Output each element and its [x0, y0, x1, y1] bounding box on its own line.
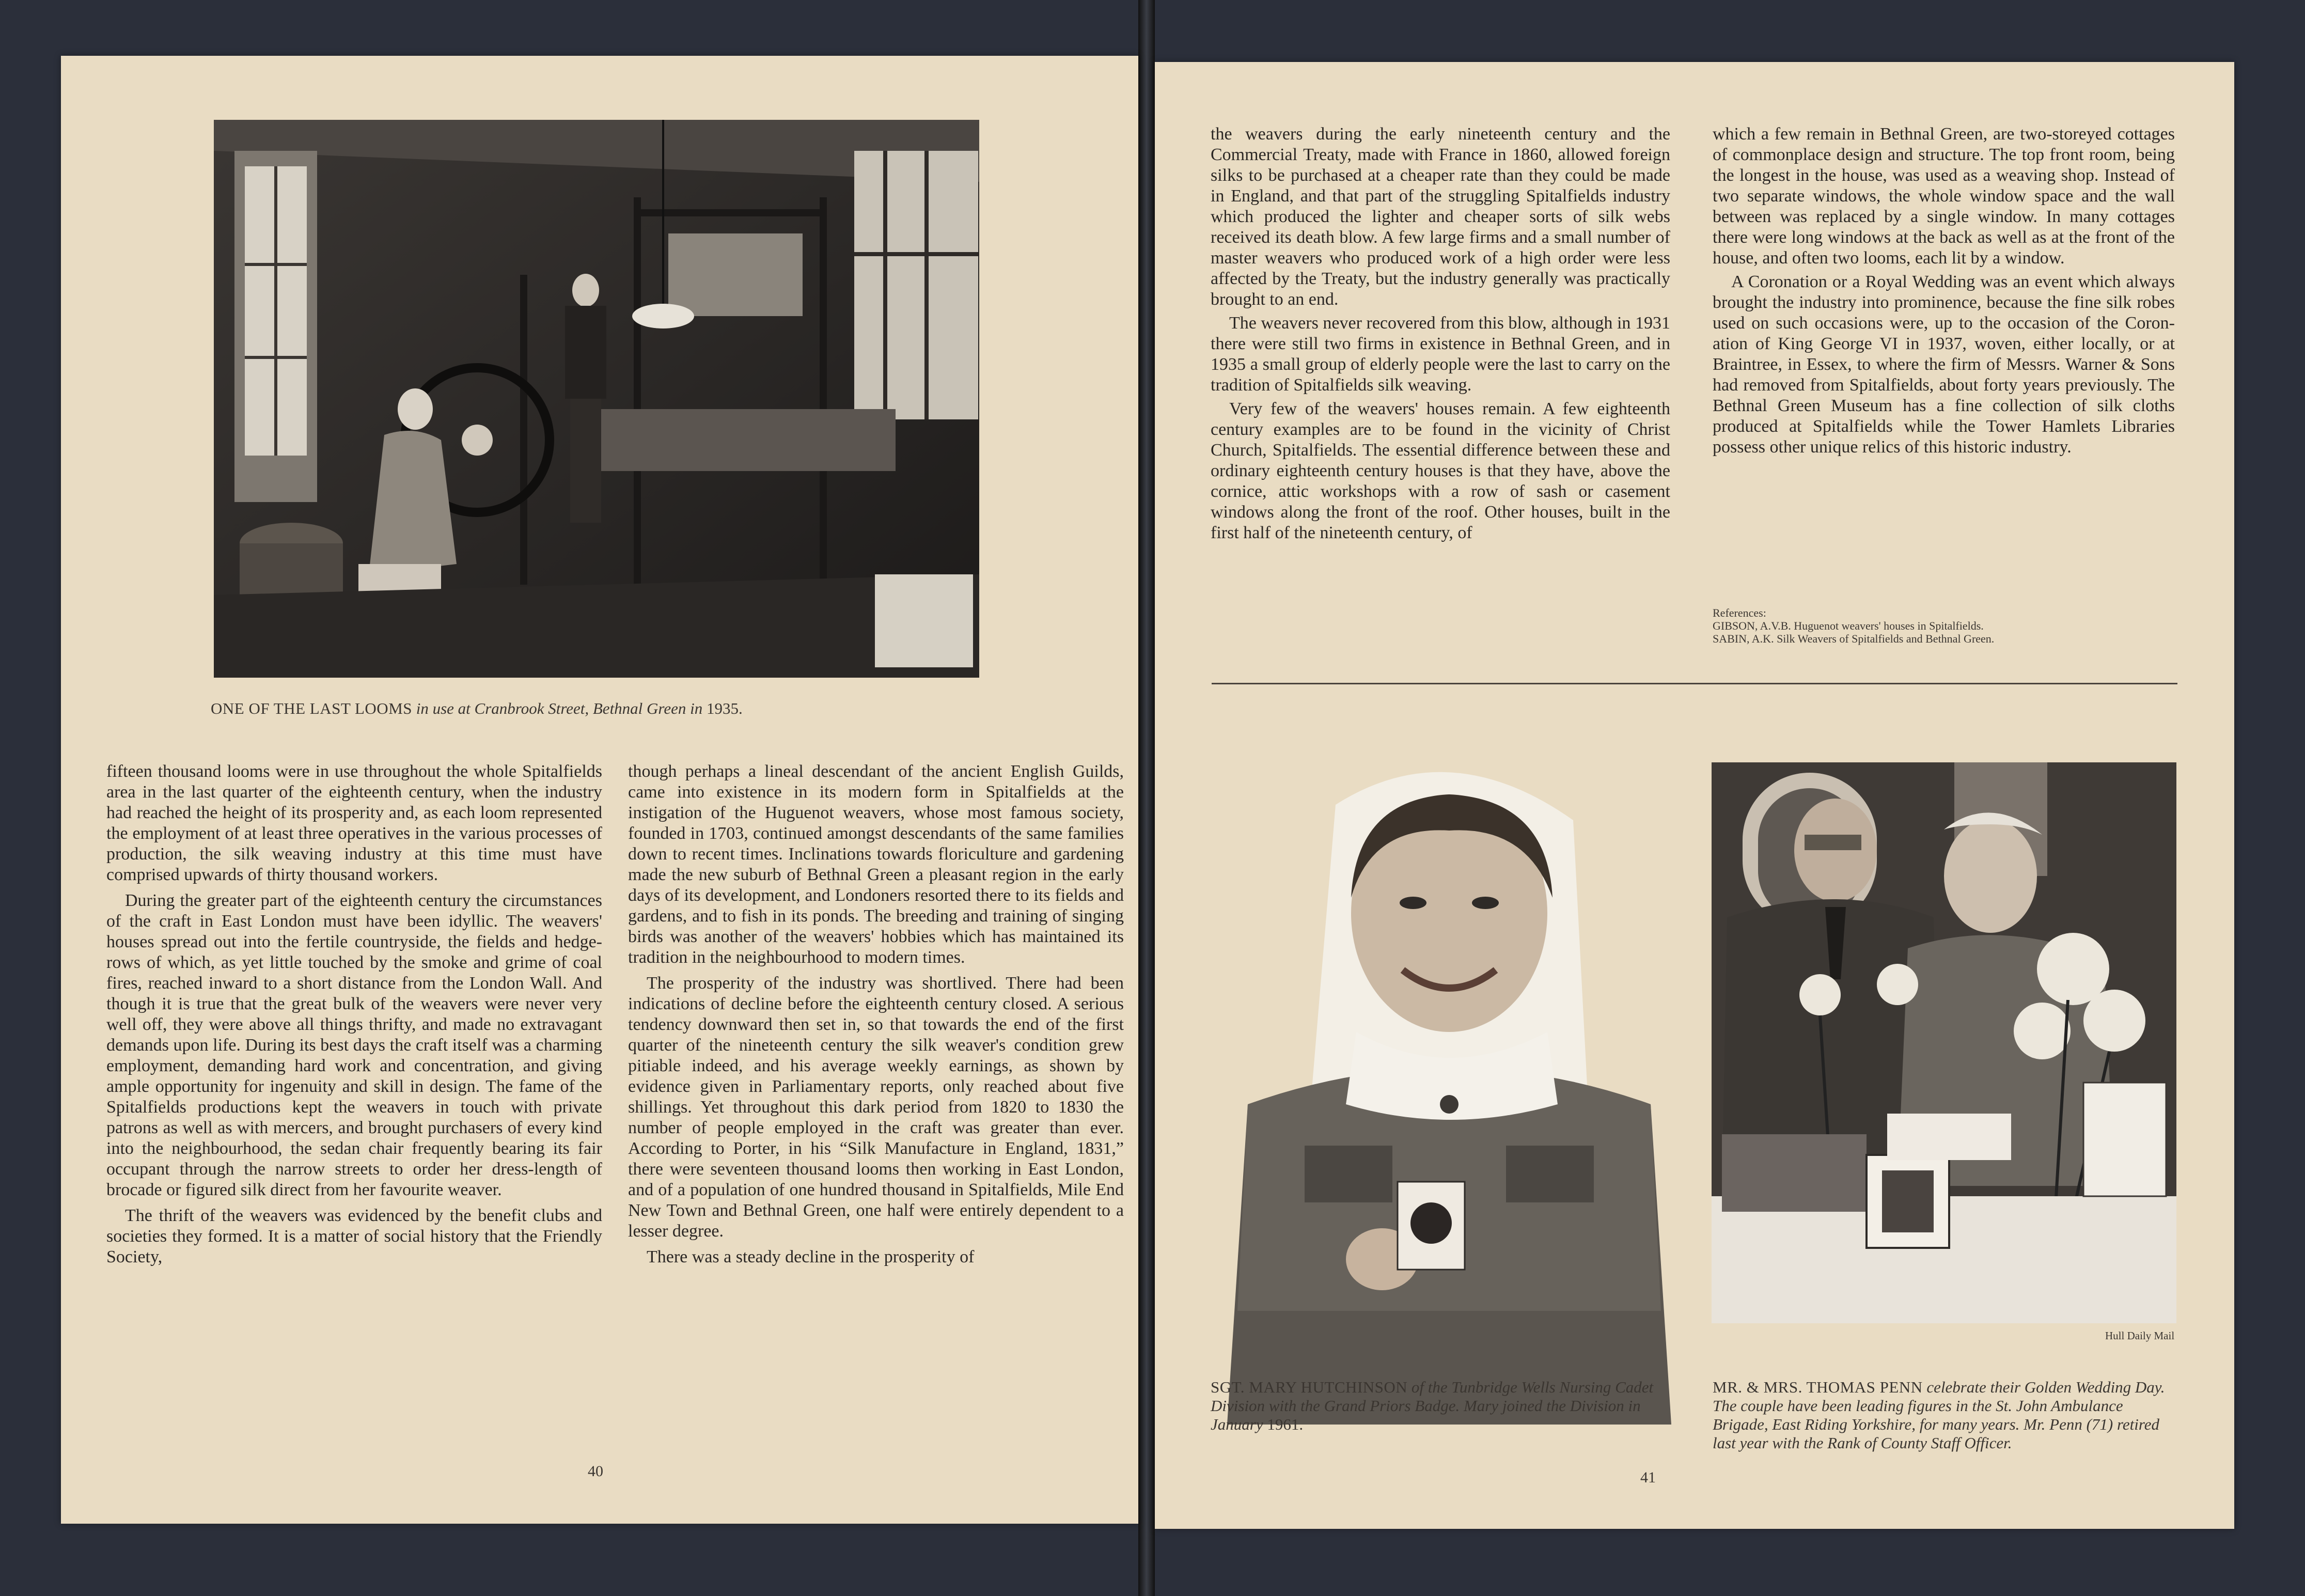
references	[1713, 606, 2177, 645]
golden-wedding-photo	[1712, 762, 2176, 1323]
section-divider	[1212, 683, 2177, 684]
golden-wedding-caption	[1713, 1378, 2177, 1452]
paragraph: There was a steady decline in the prosperity of	[647, 1247, 975, 1266]
spread-gutter	[1138, 0, 1155, 1596]
caption-italic: of the Tunbridge Wells Nursing Cadet Division with the Grand Priors Badge. Mary joined the Division in January	[1211, 1378, 1654, 1433]
paragraph: the weavers during the early nineteenth century and the Commercial Treaty, made with France in 1860, allowed foreign silks to be purchased at a cheaper rate than they could be made in England, and that part of the struggling Spitalfields industry which produced the lighter and cheaper sorts of silk webs received its death blow. A few large firms and a small number of master weavers who produced work of a high order were less affected by the Treaty, but the industry generally was practically brought to an end.	[1211, 124, 1670, 309]
paragraph: During the greater part of the eighteenth century the circumstances of the craft in East London must have been idyllic. The weavers' houses spread out into the fertile countryside, the fields and hedgerows of which, as yet little touched by the smoke and grime of coal fires, reached inward to a short distance from the London Wall. And though it is true that the great bulk of the weavers were never very well off, they were above all things thrifty, and made no extravagant demands upon life. During its best days the craft itself was a charming employment, demanding hard work and concentration, and giving ample opportunity for ingenuity and skill in design. The fame of the Spitalfields productions kept the weavers in touch with private patrons as well as with mercers, and brought purchasers of every kind into the neighbourhood, the sedan chair frequently bearing its fair occupant through the narrow streets to order her dress-length of brocade or figured silk direct from her favourite weaver.	[106, 891, 602, 1199]
caption-year: 1935.	[706, 699, 743, 717]
left-column-1	[106, 761, 602, 1268]
caption-upper: MR. & MRS. THOMAS PENN	[1713, 1378, 1923, 1396]
caption-italic: in use at Cranbrook Street, Bethnal Green in	[416, 699, 703, 717]
paragraph: The weavers never recovered from this blow, although in 1931 there were still two firms in existence in Bethnal Green, and in 1935 a small group of elderly people were the last to carry on the tradition of Spitalfields silk weaving.	[1211, 314, 1670, 395]
right-column-2	[1713, 124, 2175, 458]
references-heading: References:	[1713, 606, 1766, 619]
photo-credit: Hull Daily Mail	[2105, 1329, 2175, 1342]
left-page	[61, 56, 1138, 1524]
nursing-cadet-photo	[1217, 743, 1682, 1425]
loom-workshop-photo	[214, 120, 979, 678]
nursing-cadet-caption	[1211, 1378, 1665, 1434]
paragraph: fifteen thousand looms were in use throughout the whole Spitalfields area in the last quarter of the eighteenth century, when the industry had reached the height of its prosperity and, as each loom represented the employment of at least three operatives in the various processes of production, the silk weaving industry at this time must have comprised upwards of thirty thousand workers.	[106, 762, 602, 884]
paragraph: The thrift of the weavers was evidenced by the benefit clubs and societies they formed. It is a matter of social history that the Friendly Society,	[106, 1206, 602, 1266]
caption-year: 1961.	[1267, 1415, 1304, 1433]
paragraph: though perhaps a lineal descendant of the ancient English Guilds, came into existence in its modern form in Spitalfields at the instigation of the Huguenot weavers, whose most famous society, founded in 1703, continued amongst descendants of the same families down to recent times. Inclinations towards floriculture and gardening made the new suburb of Bethnal Green a pleasant region in the early days of its development, and Londoners resorted there to its fields and gardens, and to fish in its ponds. The breeding and training of singing birds was another of the weavers' hobbies which has maintained its tradition in the neighbourhood to modern times.	[628, 762, 1124, 967]
paragraph: The prosperity of the industry was shortlived. There had been indications of decline before the eighteenth century closed. A serious tendency downward then set in, so that towards the end of the first quarter of the nineteenth century the silk weaver's condition grew pitiable indeed, and his average weekly earnings, as shown by evidence given in Parliamentary reports, only reached about five shillings. Yet throughout this dark period from 1820 to 1830 the number of people employed in the craft was greater than ever. According to Porter, in his “Silk Manufacture in England, 1831,” there were seventeen thousand looms then working in East London, and of a population of one hundred thousand in Spitalfields, Mile End New Town and Bethnal Green, one half were entirely dependent to a lesser degree.	[628, 974, 1124, 1241]
paragraph: which a few remain in Bethnal Green, are two-storeyed cottages of commonplace design and structure. The top front room, being the longest in the house, was used as a weaving shop. Instead of two separate windows, the whole window space and the wall between was replaced by a single window. In many cottages there were long windows at the back as well as at the front of the house, and often two looms, each lit by a window.	[1713, 124, 2175, 268]
caption-upper: SGT. MARY HUTCHINSON	[1211, 1378, 1408, 1396]
paragraph: A Coronation or a Royal Wedding was an event which always brought the industry into prominence, because the fine silk robes used on such occasions were, up to the occasion of the Coronation of King George VI in 1937, woven, either locally, or at Braintree, in Essex, to where the firm of Messrs. Warner & Sons had removed from Spitalfields, about forty years previously. The Bethnal Green Museum has a fine collection of silk cloths produced at Spitalfields while the Tower Hamlets Libraries possess other unique relics of this historic industry.	[1713, 272, 2175, 457]
caption-upper: ONE OF THE LAST LOOMS	[211, 699, 412, 717]
paragraph: Very few of the weavers' houses remain. A few eighteenth century examples are to be found in the vicinity of Christ Church, Spitalfields. The essential difference between these and ordinary eighteenth century houses is that they have, above the cornice, attic workshops with a row of sash or casement windows along the front of the roof. Other houses, built in the first half of the nineteenth century, of	[1211, 399, 1670, 542]
page-number-left: 40	[588, 1463, 603, 1480]
loom-photo-caption	[211, 699, 1037, 718]
right-column-1	[1211, 124, 1670, 543]
page-number-right: 41	[1640, 1469, 1656, 1486]
reference-item: GIBSON, A.V.B. Huguenot weavers' houses in Spitalfields.	[1713, 619, 1984, 632]
left-column-2	[628, 761, 1124, 1268]
right-page	[1155, 62, 2234, 1529]
caption-italic: celebrate their Golden Wedding Day. The couple have been leading figures in the St. John Ambulance Brigade, East Riding Yorkshire, for many years. Mr. Penn (71) retired last year with the Rank of County Staff Officer.	[1713, 1378, 2165, 1452]
reference-item: SABIN, A.K. Silk Weavers of Spitalfields and Bethnal Green.	[1713, 632, 1995, 645]
